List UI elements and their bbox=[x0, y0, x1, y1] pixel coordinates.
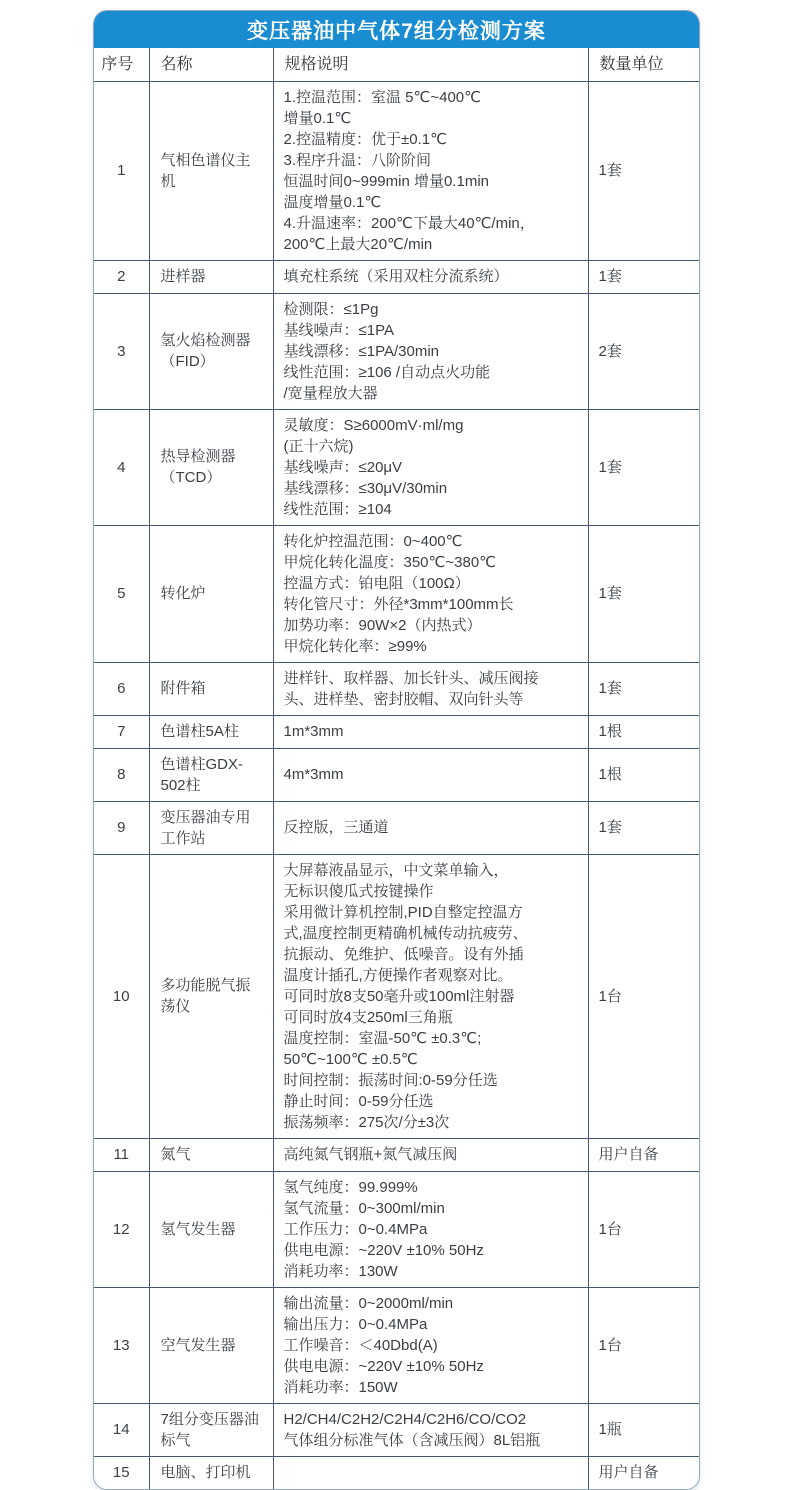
table-row bbox=[94, 801, 700, 854]
spec-table bbox=[94, 48, 700, 1489]
row-qty: 1台 bbox=[588, 1287, 700, 1403]
row-number: 9 bbox=[94, 801, 149, 854]
row-name: 转化炉 bbox=[149, 525, 273, 662]
row-name: 进样器 bbox=[149, 260, 273, 293]
spec-line: 大屏幕液晶显示，中文菜单输入， bbox=[283, 861, 509, 879]
row-spec bbox=[273, 1403, 588, 1456]
table-header-row bbox=[94, 48, 700, 81]
row-number: 5 bbox=[94, 525, 149, 662]
spec-line: 采用微计算机控制,PID自整定控温方 bbox=[283, 903, 523, 921]
row-spec bbox=[273, 81, 588, 260]
spec-line: 气体组分标准气体（含减压阀）8L铝瓶 bbox=[283, 1431, 541, 1449]
row-spec bbox=[273, 748, 588, 801]
spec-line: 转化炉控温范围：0~400℃ bbox=[283, 532, 463, 550]
row-spec bbox=[273, 525, 588, 662]
column-header-qty: 数量单位 bbox=[588, 48, 700, 81]
row-number: 4 bbox=[94, 409, 149, 525]
row-name: 气相色谱仪主机 bbox=[149, 81, 273, 260]
row-spec bbox=[273, 854, 588, 1138]
table-row bbox=[94, 1403, 700, 1456]
row-number: 12 bbox=[94, 1171, 149, 1287]
spec-line: 4.升温速率：200℃下最大40℃/min， bbox=[283, 214, 535, 232]
row-qty: 1根 bbox=[588, 715, 700, 748]
row-spec bbox=[273, 409, 588, 525]
row-name: 氢气发生器 bbox=[149, 1171, 273, 1287]
spec-line: H2/CH4/C2H2/C2H4/C2H6/CO/CO2 bbox=[283, 1410, 527, 1428]
table-row bbox=[94, 662, 700, 715]
spec-line: 无标识傻瓜式按键操作 bbox=[283, 882, 434, 900]
spec-line: 基线漂移：≤1PA/30min bbox=[283, 342, 439, 360]
spec-line: 头、进样垫、密封胶帽、双向针头等 bbox=[283, 690, 524, 708]
spec-line: 线性范围：≥106 /自动点火功能 bbox=[283, 363, 491, 381]
spec-line: 2.控温精度：优于±0.1℃ bbox=[283, 130, 447, 148]
spec-line: 输出压力：0~0.4MPa bbox=[283, 1315, 428, 1333]
spec-line: 控温方式：铂电阻（100Ω） bbox=[283, 574, 470, 592]
spec-line: 消耗功率：150W bbox=[283, 1378, 398, 1396]
spec-line: 工作噪音：＜40Dbd(A) bbox=[283, 1336, 438, 1354]
row-name: 7组分变压器油标气 bbox=[149, 1403, 273, 1456]
spec-line: 1.控温范围：室温 5℃~400℃ bbox=[283, 88, 481, 106]
table-row bbox=[94, 1171, 700, 1287]
spec-line: 1m*3mm bbox=[283, 723, 344, 740]
spec-line: 填充柱系统（采用双柱分流系统） bbox=[283, 268, 509, 285]
spec-line: /宽量程放大器 bbox=[283, 384, 378, 402]
row-name: 色谱柱5A柱 bbox=[149, 715, 273, 748]
spec-line: 3.程序升温：八阶阶间 bbox=[283, 151, 432, 169]
spec-line: 氢气流量：0~300ml/min bbox=[283, 1199, 445, 1217]
table-row bbox=[94, 81, 700, 260]
table-row bbox=[94, 525, 700, 662]
spec-line: 50℃~100℃ ±0.5℃ bbox=[283, 1050, 418, 1068]
spec-line: 线性范围：≥104 bbox=[283, 500, 392, 518]
spec-sheet-card bbox=[93, 10, 700, 1490]
row-spec bbox=[273, 801, 588, 854]
spec-line: 供电电源：~220V ±10% 50Hz bbox=[283, 1357, 484, 1375]
spec-line: 甲烷化转化率：≥99% bbox=[283, 637, 427, 655]
row-name: 氮气 bbox=[149, 1138, 273, 1171]
row-number: 3 bbox=[94, 293, 149, 409]
row-number: 2 bbox=[94, 260, 149, 293]
spec-line: 供电电源：~220V ±10% 50Hz bbox=[283, 1241, 484, 1259]
row-name: 色谱柱GDX-502柱 bbox=[149, 748, 273, 801]
table-row bbox=[94, 715, 700, 748]
table-body bbox=[94, 81, 700, 1489]
spec-line: 温度控制：室温-50℃ ±0.3℃; bbox=[283, 1029, 482, 1047]
table-row bbox=[94, 1456, 700, 1489]
row-qty: 用户自备 bbox=[588, 1456, 700, 1489]
spec-line: 检测限：≤1Pg bbox=[283, 300, 379, 318]
row-spec bbox=[273, 293, 588, 409]
spec-line: 输出流量：0~2000ml/min bbox=[283, 1294, 454, 1312]
row-qty: 用户自备 bbox=[588, 1138, 700, 1171]
row-spec bbox=[273, 715, 588, 748]
spec-line: 高纯氮气钢瓶+氮气减压阀 bbox=[283, 1146, 458, 1163]
spec-line: 氢气纯度：99.999% bbox=[283, 1178, 418, 1196]
spec-line: 式,温度控制更精确机械传动抗疲劳、 bbox=[283, 924, 528, 942]
table-row bbox=[94, 260, 700, 293]
sheet-title-bar bbox=[94, 11, 699, 48]
row-number: 7 bbox=[94, 715, 149, 748]
row-name: 附件箱 bbox=[149, 662, 273, 715]
row-qty: 1套 bbox=[588, 409, 700, 525]
spec-line: 加势功率：90W×2（内热式） bbox=[283, 616, 482, 634]
table-row bbox=[94, 1287, 700, 1403]
table-row bbox=[94, 293, 700, 409]
row-spec bbox=[273, 1171, 588, 1287]
row-name: 热导检测器（TCD） bbox=[149, 409, 273, 525]
table-row bbox=[94, 1138, 700, 1171]
row-spec bbox=[273, 662, 588, 715]
column-header-no: 序号 bbox=[94, 48, 149, 81]
spec-line: 可同时放8支50毫升或100ml注射器 bbox=[283, 987, 515, 1005]
spec-line: 时间控制：振荡时间:0-59分任选 bbox=[283, 1071, 498, 1089]
row-number: 8 bbox=[94, 748, 149, 801]
spec-line: 反控版，三通道 bbox=[283, 819, 389, 836]
spec-line: 甲烷化转化温度：350℃~380℃ bbox=[283, 553, 497, 571]
row-qty: 1套 bbox=[588, 801, 700, 854]
spec-line: (正十六烷) bbox=[283, 437, 354, 455]
row-number: 6 bbox=[94, 662, 149, 715]
row-number: 13 bbox=[94, 1287, 149, 1403]
row-name: 氢火焰检测器（FID） bbox=[149, 293, 273, 409]
row-qty: 1套 bbox=[588, 525, 700, 662]
spec-line: 可同时放4支250ml三角瓶 bbox=[283, 1008, 453, 1026]
table-row bbox=[94, 748, 700, 801]
spec-line: 温度增量0.1℃ bbox=[283, 193, 382, 211]
table-row bbox=[94, 409, 700, 525]
spec-line: 200℃上最大20℃/min bbox=[283, 235, 433, 253]
row-number: 11 bbox=[94, 1138, 149, 1171]
spec-line: 基线噪声：≤1PA bbox=[283, 321, 394, 339]
column-header-spec: 规格说明 bbox=[273, 48, 588, 81]
spec-line: 基线噪声：≤20μV bbox=[283, 458, 403, 476]
row-number: 1 bbox=[94, 81, 149, 260]
row-qty: 1根 bbox=[588, 748, 700, 801]
row-spec bbox=[273, 260, 588, 293]
row-number: 14 bbox=[94, 1403, 149, 1456]
row-qty: 2套 bbox=[588, 293, 700, 409]
spec-line: 增量0.1℃ bbox=[283, 109, 352, 127]
row-number: 10 bbox=[94, 854, 149, 1138]
spec-line: 基线漂移：≤30μV/30min bbox=[283, 479, 448, 497]
row-name: 空气发生器 bbox=[149, 1287, 273, 1403]
row-spec bbox=[273, 1287, 588, 1403]
spec-line: 振荡频率：275次/分±3次 bbox=[283, 1113, 450, 1131]
spec-line: 静止时间：0-59分任选 bbox=[283, 1092, 434, 1110]
row-name: 多功能脱气振荡仪 bbox=[149, 854, 273, 1138]
spec-line: 4m*3mm bbox=[283, 766, 344, 783]
row-qty: 1套 bbox=[588, 81, 700, 260]
sheet-title: 变压器油中气体7组分检测方案 bbox=[247, 19, 546, 43]
spec-line: 消耗功率：130W bbox=[283, 1262, 398, 1280]
table-row bbox=[94, 854, 700, 1138]
spec-line: 温度计插孔,方便操作者观察对比。 bbox=[283, 966, 513, 984]
row-qty: 1瓶 bbox=[588, 1403, 700, 1456]
spec-line: 工作压力：0~0.4MPa bbox=[283, 1220, 428, 1238]
row-spec bbox=[273, 1456, 588, 1489]
spec-line: 进样针、取样器、加长针头、减压阀接 bbox=[283, 669, 539, 687]
row-qty: 1台 bbox=[588, 1171, 700, 1287]
spec-line: 恒温时间0~999min 增量0.1min bbox=[283, 172, 489, 190]
column-header-name: 名称 bbox=[149, 48, 273, 81]
row-qty: 1台 bbox=[588, 854, 700, 1138]
row-name: 电脑、打印机 bbox=[149, 1456, 273, 1489]
row-qty: 1套 bbox=[588, 260, 700, 293]
row-number: 15 bbox=[94, 1456, 149, 1489]
spec-line: 抗振动、免维护、低噪音。设有外插 bbox=[283, 945, 524, 963]
row-spec bbox=[273, 1138, 588, 1171]
row-qty: 1套 bbox=[588, 662, 700, 715]
row-name: 变压器油专用工作站 bbox=[149, 801, 273, 854]
spec-line: 灵敏度：S≥6000mV·ml/mg bbox=[283, 416, 464, 434]
spec-line: 转化管尺寸：外径*3mm*100mm长 bbox=[283, 595, 514, 613]
